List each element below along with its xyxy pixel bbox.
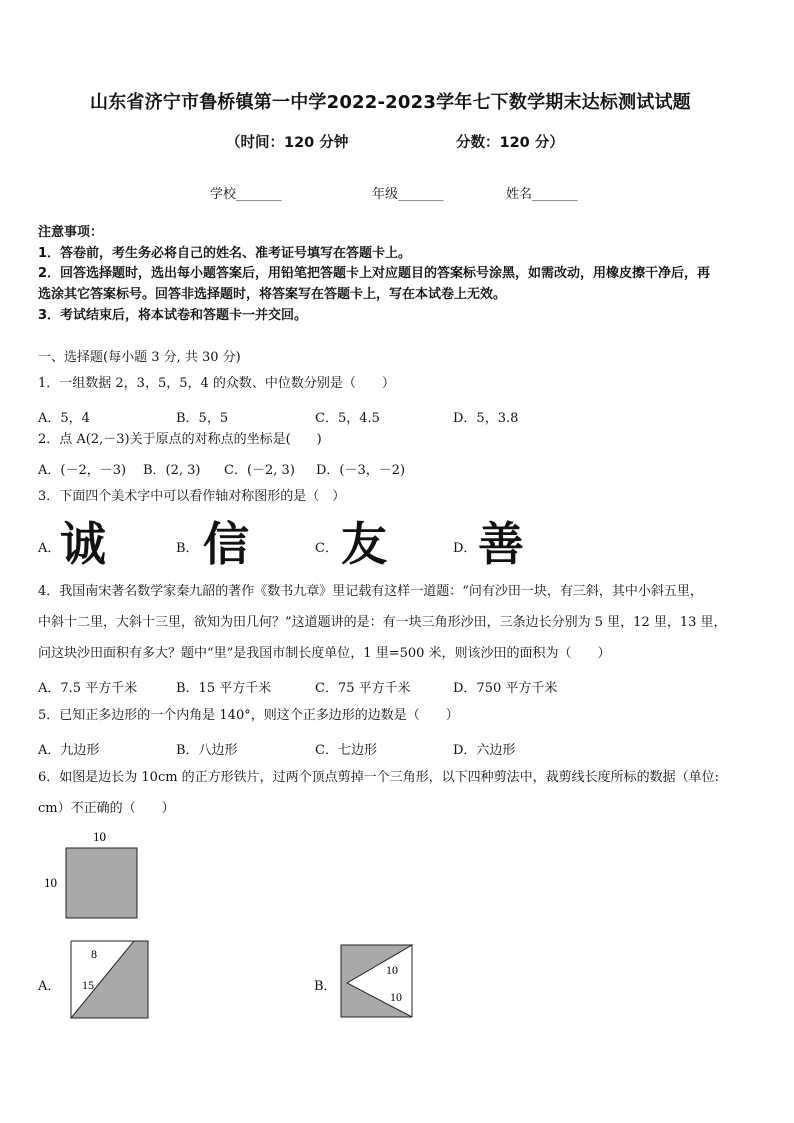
q6-line-2: cm）不正确的（ ） (38, 801, 175, 816)
q3-option-c-letter: C． (315, 541, 338, 556)
section-heading: 一、选择题(每小题 3 分, 共 30 分) (38, 350, 241, 365)
option-b-label-top: 10 (386, 963, 398, 977)
notice-line-3: 选涂其它答案标号。回答非选择题时，将答案写在答题卡上，写在本试卷上无效。 (38, 287, 507, 302)
notice-line-2: 2．回答选择题时，选出每小题答案后，用铅笔把答题卡上对应题目的答案标号涂黑，如需改动，用橡皮擦干净后，再 (38, 266, 711, 281)
q3-option-d-letter: D． (453, 541, 477, 556)
q3-glyph-you: 友 (341, 517, 387, 571)
square-figure (36, 826, 156, 926)
q4-option-a: A．7.5 平方千米 (38, 681, 138, 696)
exam-score: 分数：120 分） (456, 135, 564, 151)
option-a-label-15: 15 (82, 978, 94, 992)
q6-line-1: 6．如图是边长为 10cm 的正方形铁片，过两个顶点剪掉一个三角形，以下四种剪法中，裁剪线长度所标的数据（单位: (38, 770, 720, 785)
q4-line-2: 中斜十二里，大斜十三里，欲知为田几何？”这道题讲的是：有一块三角形沙田，三条边长分别为 5 里，12 里，13 里， (38, 615, 727, 630)
name-field: 姓名_______ (506, 187, 578, 202)
q6-option-b-figure (334, 940, 424, 1022)
q4-line-1: 4．我国南宋著名数学家秦九韶的著作《数书九章》里记载有这样一道题：“问有沙田一块，有三斜，其中小斜五里， (38, 584, 703, 599)
q1-option-c: C．5，4.5 (315, 411, 380, 426)
q3-option-b-letter: B． (176, 541, 199, 556)
school-field: 学校_______ (210, 187, 282, 202)
q4-option-c: C．75 平方千米 (315, 681, 411, 696)
q1-option-a: A．5，4 (38, 411, 90, 426)
q5-option-c: C．七边形 (315, 743, 377, 758)
q4-option-d: D．750 平方千米 (453, 681, 558, 696)
q2-option-b: B．(2, 3) (143, 463, 201, 478)
square-shape (66, 848, 137, 918)
square-left-label: 10 (44, 875, 57, 890)
q3-glyph-shan: 善 (478, 517, 524, 571)
q4-option-b: B．15 平方千米 (176, 681, 272, 696)
q3-glyph-cheng: 诚 (60, 517, 106, 571)
q4-line-3: 问这块沙田面积有多大？题中“里”是我国市制长度单位，1 里=500 米，则该沙田的面积为（ ） (38, 646, 611, 661)
grade-field: 年级_______ (372, 187, 444, 202)
exam-time: （时间：120 分钟 (226, 135, 349, 151)
option-b-remaining-shape (341, 945, 412, 1017)
q3-stem: 3．下面四个美术字中可以看作轴对称图形的是（ ） (38, 489, 346, 504)
q6-option-a-figure (60, 936, 160, 1026)
q3-glyph-xin: 信 (203, 517, 249, 571)
notice-line-4: 3．考试结束后，将本试卷和答题卡一并交回。 (38, 308, 308, 323)
q6-option-b-letter: B． (314, 979, 337, 994)
q5-option-a: A．九边形 (38, 743, 100, 758)
option-a-label-8: 8 (91, 947, 97, 961)
q1-stem: 1．一组数据 2，3，5，5，4 的众数、中位数分别是（ ） (38, 376, 395, 391)
q5-option-b: B．八边形 (176, 743, 238, 758)
page-title: 山东省济宁市鲁桥镇第一中学2022-2023学年七下数学期末达标测试试题 (90, 92, 691, 113)
q2-stem: 2．点 A(2,－3)关于原点的对称点的坐标是( ) (38, 432, 322, 447)
notice-line-1: 1．答卷前，考生务必将自己的姓名、准考证号填写在答题卡上。 (38, 246, 412, 261)
q2-option-d: D．(－3，－2) (316, 463, 406, 478)
q5-stem: 5．已知正多边形的一个内角是 140°，则这个正多边形的边数是（ ） (38, 708, 459, 723)
q1-option-b: B．5，5 (176, 411, 229, 426)
q6-option-a-letter: A． (38, 979, 61, 994)
q3-option-a-letter: A． (38, 541, 61, 556)
q1-option-d: D．5，3.8 (453, 411, 519, 426)
q2-option-c: C．(－2, 3) (224, 463, 295, 478)
notice-heading: 注意事项： (38, 225, 104, 240)
q5-option-d: D．六边形 (453, 743, 516, 758)
q2-option-a: A．(－2，－3) (38, 463, 127, 478)
option-b-label-bottom: 10 (390, 990, 402, 1004)
square-top-label: 10 (93, 829, 106, 844)
